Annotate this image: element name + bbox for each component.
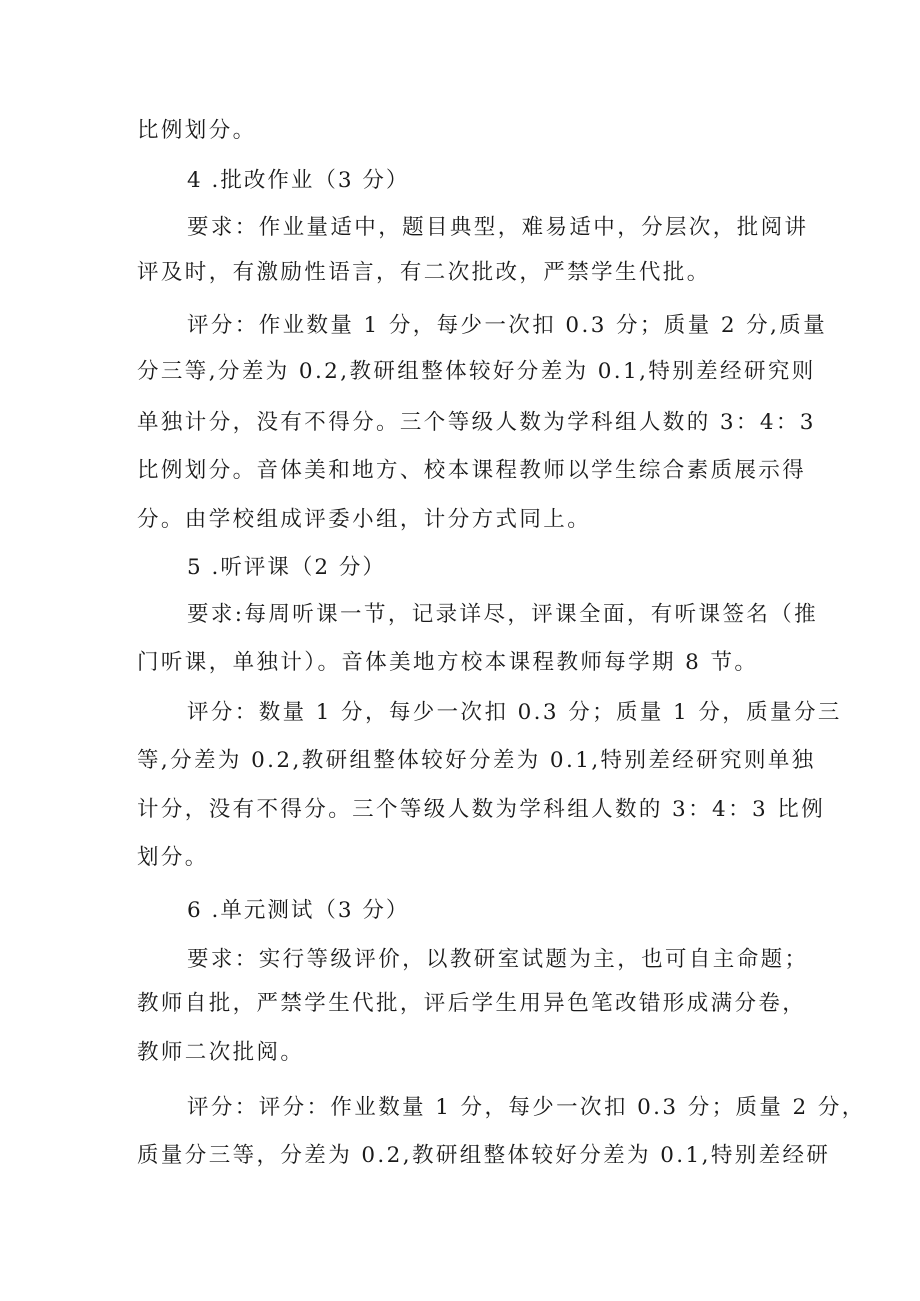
text-line: 要求:每周听课一节，记录详尽，评课全面，有听课签名（推 (187, 602, 819, 627)
text-line: 分。由学校组成评委小组，计分方式同上。 (137, 507, 592, 532)
text-line: 计分，没有不得分。三个等级人数为学科组人数的 3：4：3 比例 (137, 797, 826, 822)
text-line: 要求：实行等级评价，以教研室试题为主，也可自主命题； (187, 947, 809, 972)
text-line: 评分：作业数量 1 分，每少一次扣 0.3 分；质量 2 分,质量 (187, 313, 828, 338)
section-heading-5: 5 .听评课（2 分） (187, 555, 386, 580)
text-line: 要求：作业量适中，题目典型，难易适中，分层次，批阅讲 (187, 215, 809, 240)
text-line: 划分。 (137, 845, 209, 870)
text-line: 评分：评分：作业数量 1 分，每少一次扣 0.3 分；质量 2 分， (187, 1095, 866, 1120)
section-heading-4: 4 .批改作业（3 分） (187, 168, 410, 193)
text-line: 评分：数量 1 分，每少一次扣 0.3 分；质量 1 分，质量分三 (187, 700, 842, 725)
text-line: 门听课，单独计）。音体美地方校本课程教师每学期 8 节。 (137, 650, 759, 675)
text-line: 教师自批，严禁学生代批，评后学生用异色笔改错形成满分卷， (137, 991, 807, 1016)
text-line: 分三等,分差为 0.2,教研组整体较好分差为 0.1,特别差经研究则 (137, 359, 816, 384)
text-line: 质量分三等，分差为 0.2,教研组整体较好分差为 0.1,特别差经研 (137, 1143, 831, 1168)
text-line: 比例划分。 (137, 118, 257, 143)
text-line: 教师二次批阅。 (137, 1040, 305, 1065)
text-line: 单独计分，没有不得分。三个等级人数为学科组人数的 3：4：3 (137, 410, 816, 435)
text-line: 评及时，有激励性语言，有二次批改，严禁学生代批。 (137, 260, 711, 285)
section-heading-6: 6 .单元测试（3 分） (187, 898, 410, 923)
text-line: 比例划分。音体美和地方、校本课程教师以学生综合素质展示得 (137, 458, 807, 483)
text-line: 等,分差为 0.2,教研组整体较好分差为 0.1,特别差经研究则单独 (137, 748, 816, 773)
